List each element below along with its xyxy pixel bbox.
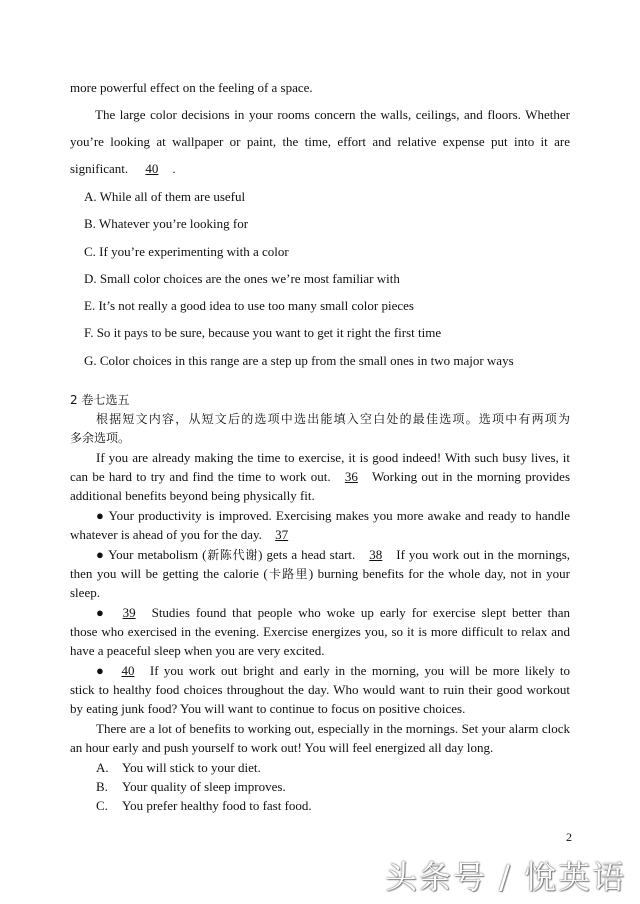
bullet: ● [96, 663, 107, 678]
option-item: B. Whatever you’re looking for [84, 216, 249, 231]
paragraph-line: have a peaceful sleep when you are very excited. [70, 643, 325, 658]
text-fragment: If you work out in the mornings, [396, 547, 571, 562]
paragraph-line: additional benefits beyond being physically fit. [70, 488, 315, 503]
text-fragment: can be hard to try and find the time to work out. [70, 469, 331, 484]
option-item: C. If you’re experimenting with a color [84, 244, 289, 259]
option-text: You will stick to your diet. [122, 760, 261, 775]
answer-blank: 37 [275, 527, 289, 542]
paragraph-line: stick to healthy food choices throughout the day. Who would want to ruin their good workout [70, 682, 570, 697]
option-letter: A. [96, 760, 109, 775]
paragraph-line [96, 605, 570, 621]
option-item [96, 779, 286, 795]
option-text: Your quality of sleep improves. [122, 779, 286, 794]
paragraph-line: you’re looking at wallpaper or paint, the time, effort and relative expense put into it are [70, 134, 570, 149]
text-fragment: If you work out bright and early in the morning, you will be more likely to [149, 663, 571, 678]
text-fragment: whatever is ahead of you for the day. [70, 527, 262, 542]
paragraph-line [70, 469, 570, 485]
paragraph-line: If you are already making the time to exercise, it is good indeed! With such busy lives, it [96, 450, 570, 465]
answer-blank: 40 [121, 663, 135, 678]
paragraph-line: those who exercised in the evening. Exercise energizes you, so it is more difficult to relax and [70, 624, 570, 639]
instruction-line: 多余选项。 [70, 431, 131, 445]
paragraph-line [70, 527, 298, 543]
watermark: 头条号 / 悅英语 [385, 858, 627, 896]
text-fragment: significant. [70, 161, 129, 176]
page-number: 2 [566, 830, 572, 844]
bullet: ● [96, 605, 107, 620]
option-item [96, 798, 312, 814]
text-fragment: . [172, 161, 176, 176]
option-letter: B. [96, 779, 108, 794]
paragraph-line [96, 663, 570, 679]
paragraph-line: ● Your productivity is improved. Exercising makes you more awake and ready to handle [96, 508, 570, 523]
text-fragment: Studies found that people who woke up early for exercise slept better than [151, 605, 571, 620]
option-text: You prefer healthy food to fast food. [122, 798, 312, 813]
option-item: G. Color choices in this range are a step up from the small ones in two major ways [84, 353, 514, 368]
text-fragment: then you will be getting the calorie (卡路里) burning benefits for the whole day, not in your [70, 566, 570, 581]
option-item: E. It’s not really a good idea to use too many small color pieces [84, 298, 414, 313]
instruction-line: 根据短文内容，从短文后的选项中选出能填入空白处的最佳选项。选项中有两项为 [96, 412, 570, 426]
option-item [96, 760, 261, 776]
paragraph-line [96, 547, 570, 563]
paragraph-line: an hour early and push yourself to work out! You will feel energized all day long. [70, 740, 494, 755]
paragraph-line: sleep. [70, 585, 100, 600]
text-fragment: ● Your metabolism (新陈代谢) gets a head start. [96, 547, 356, 562]
paragraph-line: The large color decisions in your rooms concern the walls, ceilings, and floors. Whether [95, 107, 570, 122]
paragraph-line [70, 161, 176, 177]
option-item: F. So it pays to be sure, because you want to get it right the first time [84, 325, 442, 340]
answer-blank: 40 [145, 161, 159, 176]
answer-blank: 36 [344, 469, 358, 484]
paragraph-line: There are a lot of benefits to working out, especially in the mornings. Set your alarm clock [96, 721, 570, 736]
section-heading: 2 卷七选五 [70, 393, 130, 407]
option-letter: C. [96, 798, 108, 813]
paragraph-line [70, 566, 570, 582]
text-fragment: Working out in the morning provides [371, 469, 570, 484]
text-line: more powerful effect on the feeling of a space. [70, 80, 313, 95]
paragraph-line: by eating junk food? You will want to continue to focus on positive choices. [70, 701, 466, 716]
option-item: D. Small color choices are the ones we’re most familiar with [84, 271, 400, 286]
answer-blank: 39 [122, 605, 136, 620]
option-item: A. While all of them are useful [84, 189, 246, 204]
answer-blank: 38 [369, 547, 383, 562]
